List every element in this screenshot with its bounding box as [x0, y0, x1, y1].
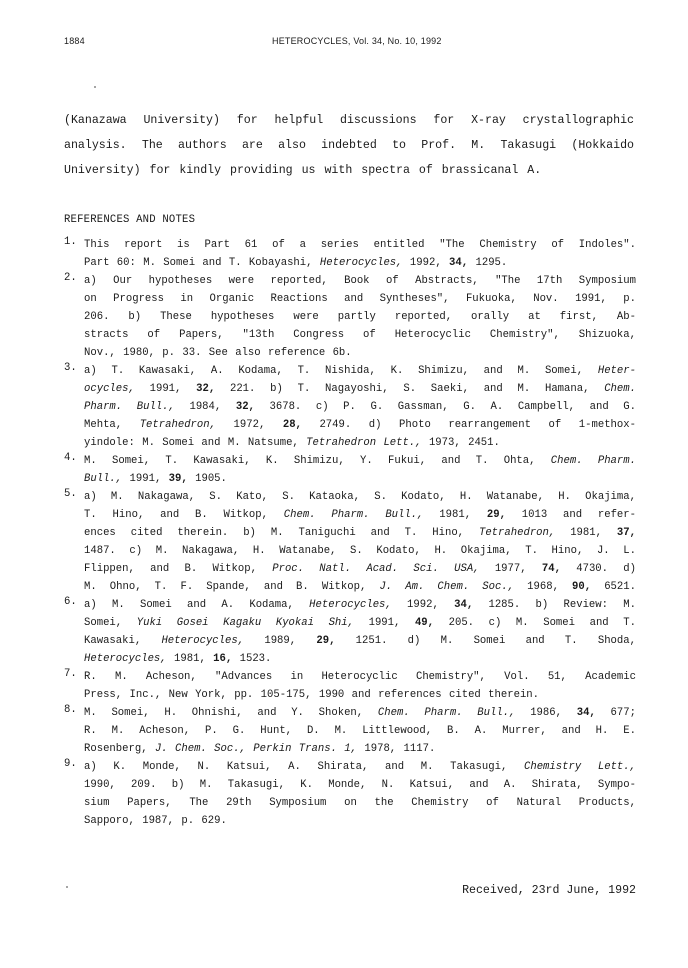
reference-number: 3.: [64, 362, 77, 374]
reference-3: [64, 362, 636, 452]
page-number: 1884: [64, 36, 85, 46]
reference-line: stracts of Papers, "13th Congress of Heterocyclic Chemistry", Shizuoka,: [84, 329, 636, 341]
reference-line: Rosenberg, J. Chem. Soc., Perkin Trans. 1, 1978, 1117.: [84, 743, 436, 755]
reference-number: 7.: [64, 668, 77, 680]
received-date: Received, 23rd June, 1992: [462, 884, 636, 897]
reference-7: [64, 668, 636, 704]
reference-line: a) K. Monde, N. Katsui, A. Shirata, and M. Takasugi, Chemistry Lett.,: [84, 761, 637, 773]
reference-number: 2.: [64, 272, 77, 284]
paragraph-line: University) for kindly providing us with spectra of brassicanal A.: [64, 164, 542, 177]
reference-line: Somei, Yuki Gosei Kagaku Kyokai Shi, 1991, 49, 205. c) M. Somei and T.: [84, 617, 636, 629]
reference-line: yindole: M. Somei and M. Natsume, Tetrahedron Lett., 1973, 2451.: [84, 437, 500, 449]
paragraph-line: (Kanazawa University) for helpful discussions for X-ray crystallographic: [64, 114, 634, 127]
reference-line: 1990, 209. b) M. Takasugi, K. Monde, N. Katsui, and A. Shirata, Sympo-: [84, 779, 636, 791]
reference-line: sium Papers, The 29th Symposium on the Chemistry of Natural Products,: [84, 797, 636, 809]
reference-line: ocycles, 1991, 32, 221. b) T. Nagayoshi, S. Saeki, and M. Hamana, Chem.: [84, 383, 636, 395]
reference-line: a) M. Nakagawa, S. Kato, S. Kataoka, S. Kodato, H. Watanabe, H. Okajima,: [84, 491, 636, 503]
reference-number: 6.: [64, 596, 77, 608]
reference-line: a) M. Somei and A. Kodama, Heterocycles, 1992, 34, 1285. b) Review: M.: [84, 599, 636, 611]
reference-2: [64, 272, 636, 362]
reference-line: a) Our hypotheses were reported, Book of Abstracts, "The 17th Symposium: [84, 275, 636, 287]
reference-line: 1487. c) M. Nakagawa, H. Watanabe, S. Kodato, H. Okajima, T. Hino, J. L.: [84, 545, 636, 557]
reference-line: T. Hino, and B. Witkop, Chem. Pharm. Bull., 1981, 29, 1013 and refer-: [84, 509, 636, 521]
reference-line: Nov., 1980, p. 33. See also reference 6b.: [84, 347, 352, 359]
paragraph-line: analysis. The authors are also indebted to Prof. M. Takasugi (Hokkaido: [64, 139, 634, 152]
reference-line: M. Somei, T. Kawasaki, K. Shimizu, Y. Fukui, and T. Ohta, Chem. Pharm.: [84, 455, 636, 467]
scan-speck: [66, 886, 68, 888]
reference-line: Kawasaki, Heterocycles, 1989, 29, 1251. d) M. Somei and T. Shoda,: [84, 635, 636, 647]
reference-5: [64, 488, 636, 596]
reference-line: R. M. Acheson, "Advances in Heterocyclic Chemistry", Vol. 51, Academic: [84, 671, 636, 683]
reference-1: [64, 236, 636, 272]
reference-line: Part 60: M. Somei and T. Kobayashi, Heterocycles, 1992, 34, 1295.: [84, 257, 508, 269]
reference-4: [64, 452, 636, 488]
reference-line: on Progress in Organic Reactions and Syntheses", Fukuoka, Nov. 1991, p.: [84, 293, 636, 305]
reference-line: Sapporo, 1987, p. 629.: [84, 815, 227, 827]
reference-line: ences cited therein. b) M. Taniguchi and T. Hino, Tetrahedron, 1981, 37,: [84, 527, 636, 539]
reference-number: 5.: [64, 488, 77, 500]
reference-line: Pharm. Bull., 1984, 32, 3678. c) P. G. Gassman, G. A. Campbell, and G.: [84, 401, 636, 413]
reference-9: [64, 758, 636, 830]
reference-line: Mehta, Tetrahedron, 1972, 28, 2749. d) Photo rearrangement of 1-methox-: [84, 419, 636, 431]
reference-line: Heterocycles, 1981, 16, 1523.: [84, 653, 272, 665]
reference-8: [64, 704, 636, 758]
reference-line: Bull., 1991, 39, 1905.: [84, 473, 227, 485]
reference-number: 8.: [64, 704, 77, 716]
scan-speck: [94, 86, 96, 88]
running-header: HETEROCYCLES, Vol. 34, No. 10, 1992: [272, 36, 442, 46]
reference-line: This report is Part 61 of a series entitled "The Chemistry of Indoles".: [84, 239, 636, 251]
acknowledgement-paragraph: [64, 108, 634, 183]
reference-line: M. Ohno, T. F. Spande, and B. Witkop, J. Am. Chem. Soc., 1968, 90, 6521.: [84, 581, 636, 593]
reference-line: Press, Inc., New York, pp. 105-175, 1990 and references cited therein.: [84, 689, 540, 701]
reference-line: 206. b) These hypotheses were partly reported, orally at first, Ab-: [84, 311, 636, 323]
reference-number: 1.: [64, 236, 77, 248]
reference-number: 4.: [64, 452, 77, 464]
reference-line: M. Somei, H. Ohnishi, and Y. Shoken, Chem. Pharm. Bull., 1986, 34, 677;: [84, 707, 636, 719]
reference-line: a) T. Kawasaki, A. Kodama, T. Nishida, K. Shimizu, and M. Somei, Heter-: [84, 365, 636, 377]
references-heading: REFERENCES AND NOTES: [64, 214, 196, 226]
reference-line: Flippen, and B. Witkop, Proc. Natl. Acad. Sci. USA, 1977, 74, 4730. d): [84, 563, 636, 575]
reference-line: R. M. Acheson, P. G. Hunt, D. M. Littlewood, B. A. Murrer, and H. E.: [84, 725, 636, 737]
reference-6: [64, 596, 636, 668]
reference-list: [64, 236, 636, 830]
reference-number: 9.: [64, 758, 77, 770]
